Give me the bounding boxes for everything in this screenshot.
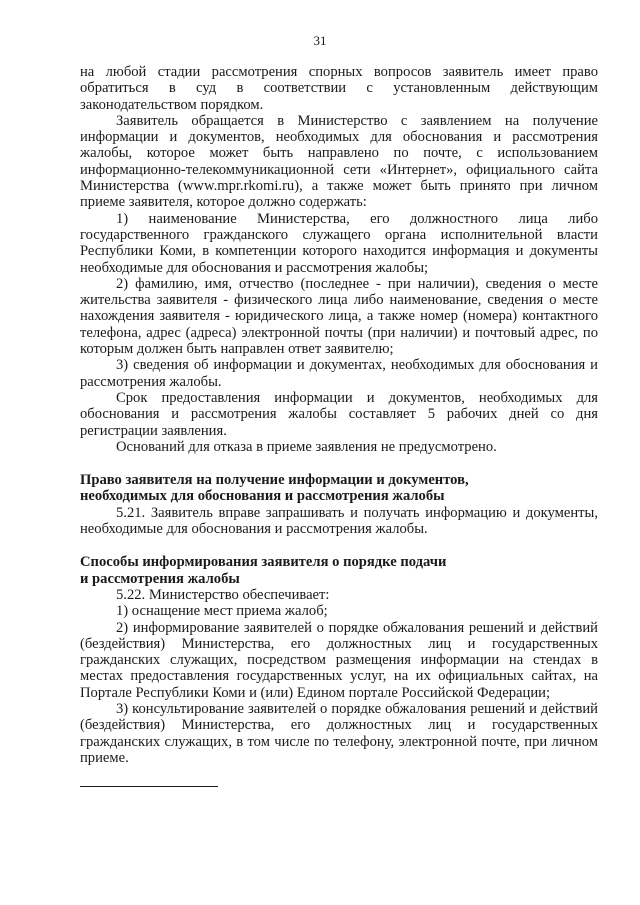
footnote-separator bbox=[80, 786, 218, 787]
paragraph: Заявитель обращается в Министерство с заявлением на получение информации и документов, необходимых для обоснования и рассмотрения жалобы, которое может быть направлено по почте, с использованием информационно-телекоммуникационной сети «Интернет», официального сайта Министерства (www.mpr.rkomi.ru), а также может быть принято при личном приеме заявителя, которое должно содержать: bbox=[80, 112, 598, 211]
section-heading-line: Право заявителя на получение информации и документов, bbox=[80, 472, 469, 489]
paragraph: на любой стадии рассмотрения спорных вопросов заявитель имеет право обратиться в суд в соответствии с установленным действующим законодательством порядком. bbox=[80, 64, 598, 113]
list-item: 3) консультирование заявителей о порядке обжалования решений и действий (бездействия) Министерства, его должностных лиц и государственных гражданских служащих, в том числе по телефону, электронной почте, при личном приеме. bbox=[80, 700, 598, 766]
page-number: 31 bbox=[313, 33, 327, 48]
section-heading-line: Способы информирования заявителя о порядке подачи bbox=[80, 554, 447, 571]
document-body bbox=[80, 64, 598, 766]
list-item: 1) оснащение мест приема жалоб; bbox=[116, 603, 328, 620]
list-item: 3) сведения об информации и документах, необходимых для обоснования и рассмотрения жалобы. bbox=[80, 357, 598, 390]
list-item: 1) наименование Министерства, его должностного лица либо государственного гражданского служащего органа исполнительной власти Республики Коми, в компетенции которого находится информация и документы необходимые для обоснования и рассмотрения жалобы; bbox=[80, 210, 598, 276]
list-item: 2) информирование заявителей о порядке обжалования решений и действий (бездействия) Министерства, его должностных лиц и государственных гражданских служащих, посредством размещения информации на стендах в местах предоставления государственных услуг, на их официальных сайтах, на Портале Республики Коми и (или) Едином портале Российской Федерации; bbox=[80, 619, 598, 701]
section-heading-line: необходимых для обоснования и рассмотрения жалобы bbox=[80, 488, 445, 505]
paragraph: Оснований для отказа в приеме заявления не предусмотрено. bbox=[116, 438, 497, 455]
paragraph: 5.21. Заявитель вправе запрашивать и получать информацию и документы, необходимые для обоснования и рассмотрения жалобы. bbox=[80, 504, 598, 538]
section-heading-line: и рассмотрения жалобы bbox=[80, 570, 240, 587]
list-item: 2) фамилию, имя, отчество (последнее - при наличии), сведения о месте жительства заявителя - физического лица либо наименование, сведения о месте нахождения заявителя - юридического лица, а также номер (номера) контактного телефона, адрес (адреса) электронной почты (при наличии) и почтовый адрес, по которым должен быть направлен ответ заявителю; bbox=[80, 275, 598, 358]
paragraph: Срок предоставления информации и документов, необходимых для обоснования и рассмотрения жалобы составляет 5 рабочих дней со дня регистрации заявления. bbox=[80, 389, 598, 439]
paragraph: 5.22. Министерство обеспечивает: bbox=[116, 586, 330, 603]
